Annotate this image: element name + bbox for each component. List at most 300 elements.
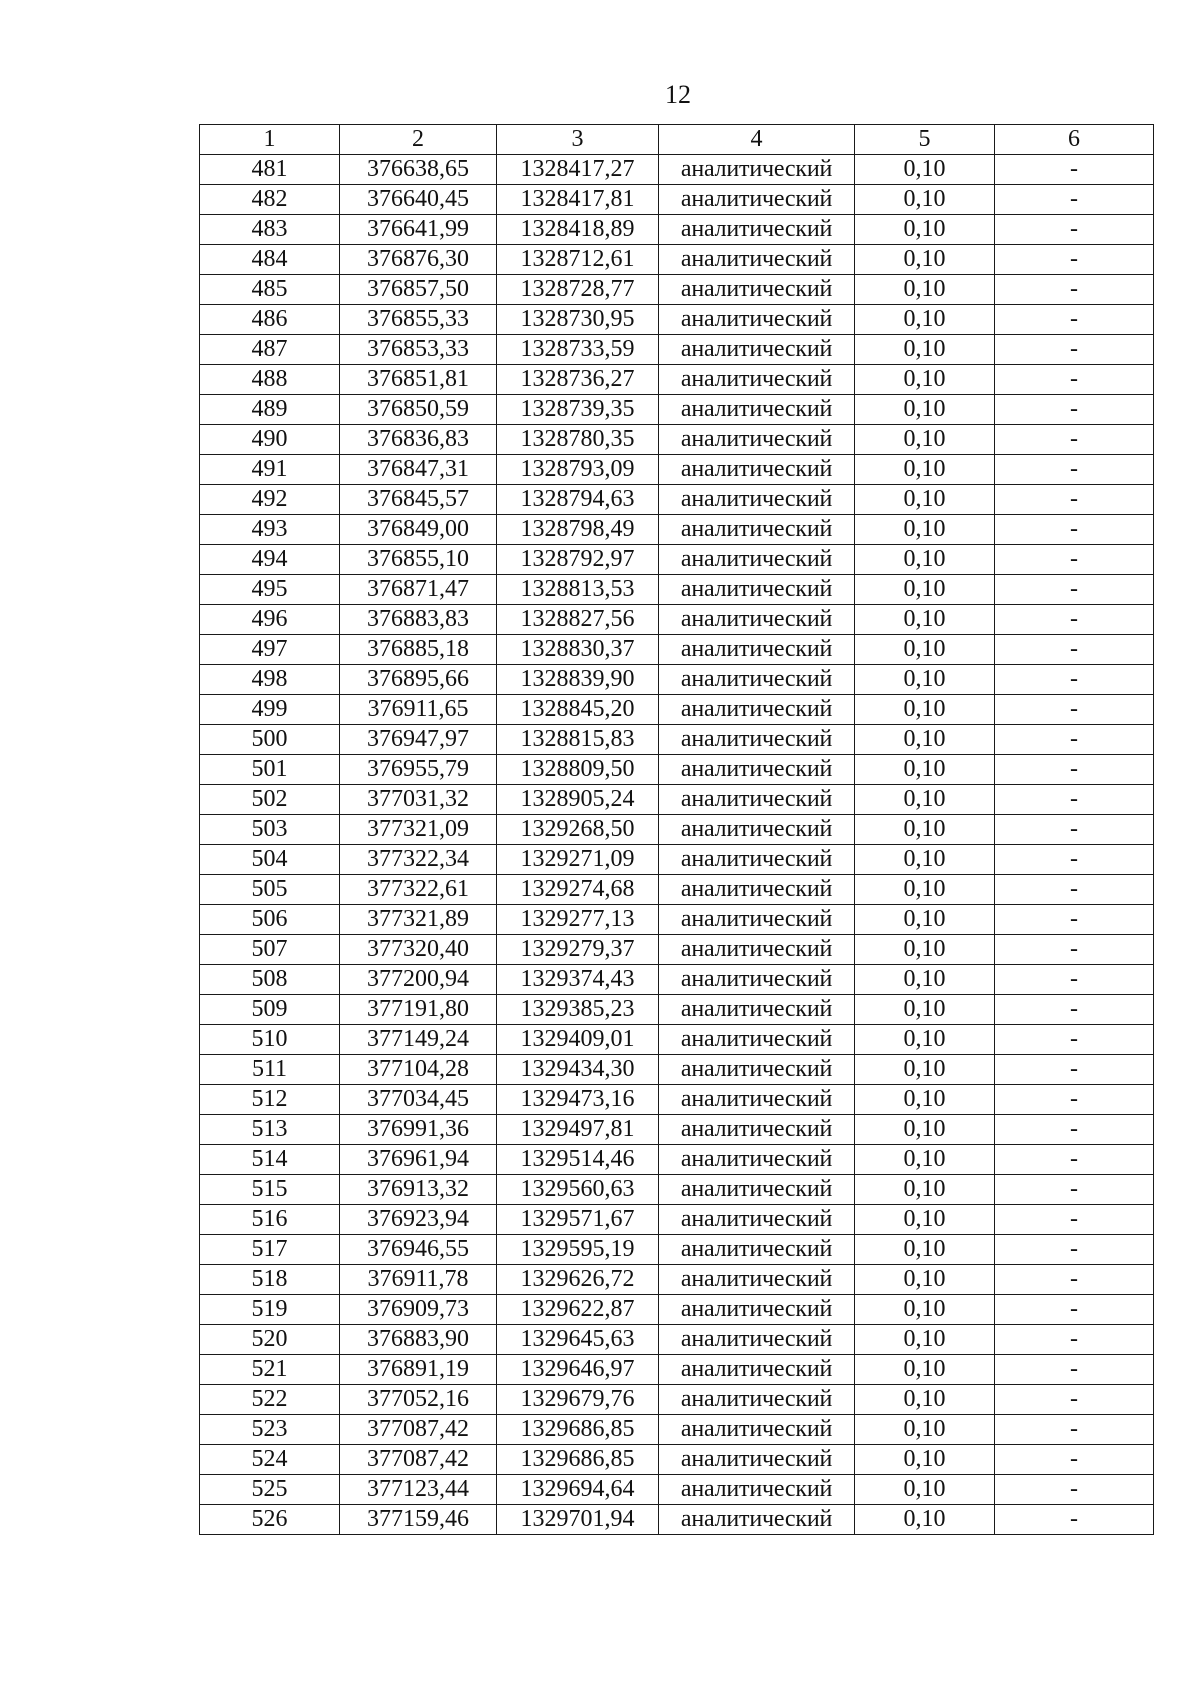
x-coordinate-cell: 376895,66 xyxy=(340,665,497,695)
note-cell: - xyxy=(995,1415,1154,1445)
y-coordinate-cell: 1329385,23 xyxy=(497,995,659,1025)
table-row xyxy=(200,995,1154,1025)
x-coordinate-cell: 376857,50 xyxy=(340,275,497,305)
note-cell: - xyxy=(995,1505,1154,1535)
method-cell: аналитический xyxy=(659,485,855,515)
note-cell: - xyxy=(995,155,1154,185)
table-row xyxy=(200,785,1154,815)
table-row xyxy=(200,305,1154,335)
accuracy-cell: 0,10 xyxy=(855,425,995,455)
method-cell: аналитический xyxy=(659,635,855,665)
x-coordinate-cell: 377123,44 xyxy=(340,1475,497,1505)
table-row xyxy=(200,1475,1154,1505)
point-number-cell: 522 xyxy=(200,1385,340,1415)
point-number-cell: 484 xyxy=(200,245,340,275)
method-cell: аналитический xyxy=(659,335,855,365)
note-cell: - xyxy=(995,485,1154,515)
method-cell: аналитический xyxy=(659,995,855,1025)
point-number-cell: 497 xyxy=(200,635,340,665)
y-coordinate-cell: 1328712,61 xyxy=(497,245,659,275)
point-number-cell: 512 xyxy=(200,1085,340,1115)
method-cell: аналитический xyxy=(659,1475,855,1505)
point-number-cell: 499 xyxy=(200,695,340,725)
accuracy-cell: 0,10 xyxy=(855,185,995,215)
point-number-cell: 507 xyxy=(200,935,340,965)
note-cell: - xyxy=(995,845,1154,875)
x-coordinate-cell: 377159,46 xyxy=(340,1505,497,1535)
method-cell: аналитический xyxy=(659,1235,855,1265)
accuracy-cell: 0,10 xyxy=(855,395,995,425)
table-row xyxy=(200,1055,1154,1085)
accuracy-cell: 0,10 xyxy=(855,725,995,755)
column-header-4: 4 xyxy=(659,125,855,155)
point-number-cell: 502 xyxy=(200,785,340,815)
note-cell: - xyxy=(995,1145,1154,1175)
x-coordinate-cell: 376946,55 xyxy=(340,1235,497,1265)
point-number-cell: 515 xyxy=(200,1175,340,1205)
point-number-cell: 506 xyxy=(200,905,340,935)
table-row xyxy=(200,635,1154,665)
column-header-1: 1 xyxy=(200,125,340,155)
table-row xyxy=(200,875,1154,905)
method-cell: аналитический xyxy=(659,365,855,395)
point-number-cell: 511 xyxy=(200,1055,340,1085)
x-coordinate-cell: 377104,28 xyxy=(340,1055,497,1085)
note-cell: - xyxy=(995,1205,1154,1235)
note-cell: - xyxy=(995,995,1154,1025)
point-number-cell: 520 xyxy=(200,1325,340,1355)
y-coordinate-cell: 1328845,20 xyxy=(497,695,659,725)
accuracy-cell: 0,10 xyxy=(855,1355,995,1385)
x-coordinate-cell: 377200,94 xyxy=(340,965,497,995)
accuracy-cell: 0,10 xyxy=(855,1415,995,1445)
x-coordinate-cell: 377087,42 xyxy=(340,1415,497,1445)
accuracy-cell: 0,10 xyxy=(855,1475,995,1505)
table-row xyxy=(200,1115,1154,1145)
x-coordinate-cell: 377322,34 xyxy=(340,845,497,875)
accuracy-cell: 0,10 xyxy=(855,695,995,725)
accuracy-cell: 0,10 xyxy=(855,935,995,965)
y-coordinate-cell: 1329694,64 xyxy=(497,1475,659,1505)
point-number-cell: 490 xyxy=(200,425,340,455)
note-cell: - xyxy=(995,365,1154,395)
note-cell: - xyxy=(995,305,1154,335)
accuracy-cell: 0,10 xyxy=(855,815,995,845)
y-coordinate-cell: 1329409,01 xyxy=(497,1025,659,1055)
y-coordinate-cell: 1329277,13 xyxy=(497,905,659,935)
method-cell: аналитический xyxy=(659,1265,855,1295)
table-row xyxy=(200,245,1154,275)
header-row xyxy=(200,125,1154,155)
point-number-cell: 489 xyxy=(200,395,340,425)
table-row xyxy=(200,425,1154,455)
y-coordinate-cell: 1328813,53 xyxy=(497,575,659,605)
x-coordinate-cell: 376955,79 xyxy=(340,755,497,785)
accuracy-cell: 0,10 xyxy=(855,1205,995,1235)
y-coordinate-cell: 1328830,37 xyxy=(497,635,659,665)
table-row xyxy=(200,725,1154,755)
method-cell: аналитический xyxy=(659,275,855,305)
y-coordinate-cell: 1329374,43 xyxy=(497,965,659,995)
y-coordinate-cell: 1329701,94 xyxy=(497,1505,659,1535)
point-number-cell: 524 xyxy=(200,1445,340,1475)
accuracy-cell: 0,10 xyxy=(855,1295,995,1325)
table-body xyxy=(200,155,1154,1535)
method-cell: аналитический xyxy=(659,1415,855,1445)
y-coordinate-cell: 1328739,35 xyxy=(497,395,659,425)
point-number-cell: 501 xyxy=(200,755,340,785)
point-number-cell: 494 xyxy=(200,545,340,575)
table-row xyxy=(200,1445,1154,1475)
x-coordinate-cell: 376855,33 xyxy=(340,305,497,335)
x-coordinate-cell: 376876,30 xyxy=(340,245,497,275)
note-cell: - xyxy=(995,725,1154,755)
point-number-cell: 486 xyxy=(200,305,340,335)
table-row xyxy=(200,365,1154,395)
table-row xyxy=(200,575,1154,605)
point-number-cell: 500 xyxy=(200,725,340,755)
point-number-cell: 492 xyxy=(200,485,340,515)
table-row xyxy=(200,1175,1154,1205)
table-row xyxy=(200,1325,1154,1355)
y-coordinate-cell: 1329434,30 xyxy=(497,1055,659,1085)
note-cell: - xyxy=(995,1355,1154,1385)
accuracy-cell: 0,10 xyxy=(855,1505,995,1535)
table-row xyxy=(200,665,1154,695)
point-number-cell: 493 xyxy=(200,515,340,545)
note-cell: - xyxy=(995,1175,1154,1205)
point-number-cell: 496 xyxy=(200,605,340,635)
note-cell: - xyxy=(995,455,1154,485)
x-coordinate-cell: 376853,33 xyxy=(340,335,497,365)
point-number-cell: 503 xyxy=(200,815,340,845)
method-cell: аналитический xyxy=(659,935,855,965)
point-number-cell: 495 xyxy=(200,575,340,605)
note-cell: - xyxy=(995,1115,1154,1145)
accuracy-cell: 0,10 xyxy=(855,1055,995,1085)
table-row xyxy=(200,335,1154,365)
note-cell: - xyxy=(995,185,1154,215)
note-cell: - xyxy=(995,1385,1154,1415)
x-coordinate-cell: 377320,40 xyxy=(340,935,497,965)
accuracy-cell: 0,10 xyxy=(855,335,995,365)
note-cell: - xyxy=(995,905,1154,935)
table-row xyxy=(200,1505,1154,1535)
table-row xyxy=(200,215,1154,245)
table-row xyxy=(200,1415,1154,1445)
note-cell: - xyxy=(995,1325,1154,1355)
y-coordinate-cell: 1328728,77 xyxy=(497,275,659,305)
method-cell: аналитический xyxy=(659,215,855,245)
method-cell: аналитический xyxy=(659,425,855,455)
note-cell: - xyxy=(995,935,1154,965)
y-coordinate-cell: 1329679,76 xyxy=(497,1385,659,1415)
note-cell: - xyxy=(995,1025,1154,1055)
y-coordinate-cell: 1328417,81 xyxy=(497,185,659,215)
x-coordinate-cell: 376885,18 xyxy=(340,635,497,665)
accuracy-cell: 0,10 xyxy=(855,605,995,635)
method-cell: аналитический xyxy=(659,875,855,905)
y-coordinate-cell: 1328780,35 xyxy=(497,425,659,455)
method-cell: аналитический xyxy=(659,1025,855,1055)
accuracy-cell: 0,10 xyxy=(855,875,995,905)
method-cell: аналитический xyxy=(659,1385,855,1415)
note-cell: - xyxy=(995,1295,1154,1325)
table-row xyxy=(200,455,1154,485)
y-coordinate-cell: 1329268,50 xyxy=(497,815,659,845)
y-coordinate-cell: 1328839,90 xyxy=(497,665,659,695)
y-coordinate-cell: 1328815,83 xyxy=(497,725,659,755)
point-number-cell: 487 xyxy=(200,335,340,365)
accuracy-cell: 0,10 xyxy=(855,1145,995,1175)
method-cell: аналитический xyxy=(659,755,855,785)
table-row xyxy=(200,275,1154,305)
accuracy-cell: 0,10 xyxy=(855,755,995,785)
table-row xyxy=(200,155,1154,185)
x-coordinate-cell: 377052,16 xyxy=(340,1385,497,1415)
page-number: 12 xyxy=(665,80,691,109)
x-coordinate-cell: 376911,65 xyxy=(340,695,497,725)
accuracy-cell: 0,10 xyxy=(855,575,995,605)
note-cell: - xyxy=(995,335,1154,365)
method-cell: аналитический xyxy=(659,1085,855,1115)
point-number-cell: 508 xyxy=(200,965,340,995)
method-cell: аналитический xyxy=(659,155,855,185)
table-row xyxy=(200,1295,1154,1325)
point-number-cell: 504 xyxy=(200,845,340,875)
table-row xyxy=(200,1265,1154,1295)
method-cell: аналитический xyxy=(659,905,855,935)
x-coordinate-cell: 377322,61 xyxy=(340,875,497,905)
note-cell: - xyxy=(995,665,1154,695)
accuracy-cell: 0,10 xyxy=(855,995,995,1025)
table-row xyxy=(200,1085,1154,1115)
point-number-cell: 481 xyxy=(200,155,340,185)
x-coordinate-cell: 377321,89 xyxy=(340,905,497,935)
point-number-cell: 498 xyxy=(200,665,340,695)
note-cell: - xyxy=(995,1445,1154,1475)
method-cell: аналитический xyxy=(659,1205,855,1235)
point-number-cell: 513 xyxy=(200,1115,340,1145)
note-cell: - xyxy=(995,755,1154,785)
note-cell: - xyxy=(995,545,1154,575)
table-header xyxy=(200,125,1154,155)
y-coordinate-cell: 1329560,63 xyxy=(497,1175,659,1205)
accuracy-cell: 0,10 xyxy=(855,545,995,575)
accuracy-cell: 0,10 xyxy=(855,1025,995,1055)
y-coordinate-cell: 1329279,37 xyxy=(497,935,659,965)
accuracy-cell: 0,10 xyxy=(855,635,995,665)
y-coordinate-cell: 1329514,46 xyxy=(497,1145,659,1175)
table-row xyxy=(200,1235,1154,1265)
note-cell: - xyxy=(995,275,1154,305)
method-cell: аналитический xyxy=(659,695,855,725)
accuracy-cell: 0,10 xyxy=(855,1325,995,1355)
table-row xyxy=(200,395,1154,425)
x-coordinate-cell: 376883,83 xyxy=(340,605,497,635)
point-number-cell: 488 xyxy=(200,365,340,395)
table-row xyxy=(200,185,1154,215)
accuracy-cell: 0,10 xyxy=(855,1085,995,1115)
accuracy-cell: 0,10 xyxy=(855,785,995,815)
x-coordinate-cell: 377087,42 xyxy=(340,1445,497,1475)
table-row xyxy=(200,695,1154,725)
method-cell: аналитический xyxy=(659,785,855,815)
method-cell: аналитический xyxy=(659,1445,855,1475)
x-coordinate-cell: 376947,97 xyxy=(340,725,497,755)
point-number-cell: 514 xyxy=(200,1145,340,1175)
note-cell: - xyxy=(995,395,1154,425)
accuracy-cell: 0,10 xyxy=(855,845,995,875)
accuracy-cell: 0,10 xyxy=(855,275,995,305)
table-row xyxy=(200,605,1154,635)
x-coordinate-cell: 376883,90 xyxy=(340,1325,497,1355)
accuracy-cell: 0,10 xyxy=(855,455,995,485)
y-coordinate-cell: 1328730,95 xyxy=(497,305,659,335)
x-coordinate-cell: 376851,81 xyxy=(340,365,497,395)
y-coordinate-cell: 1328794,63 xyxy=(497,485,659,515)
method-cell: аналитический xyxy=(659,815,855,845)
note-cell: - xyxy=(995,1475,1154,1505)
y-coordinate-cell: 1328809,50 xyxy=(497,755,659,785)
y-coordinate-cell: 1329686,85 xyxy=(497,1445,659,1475)
x-coordinate-cell: 376961,94 xyxy=(340,1145,497,1175)
accuracy-cell: 0,10 xyxy=(855,665,995,695)
accuracy-cell: 0,10 xyxy=(855,1265,995,1295)
x-coordinate-cell: 376850,59 xyxy=(340,395,497,425)
note-cell: - xyxy=(995,635,1154,665)
column-header-2: 2 xyxy=(340,125,497,155)
y-coordinate-cell: 1329595,19 xyxy=(497,1235,659,1265)
x-coordinate-cell: 376849,00 xyxy=(340,515,497,545)
method-cell: аналитический xyxy=(659,665,855,695)
x-coordinate-cell: 376923,94 xyxy=(340,1205,497,1235)
point-number-cell: 491 xyxy=(200,455,340,485)
y-coordinate-cell: 1328418,89 xyxy=(497,215,659,245)
point-number-cell: 510 xyxy=(200,1025,340,1055)
note-cell: - xyxy=(995,215,1154,245)
method-cell: аналитический xyxy=(659,185,855,215)
table-row xyxy=(200,1025,1154,1055)
x-coordinate-cell: 376847,31 xyxy=(340,455,497,485)
table-row xyxy=(200,935,1154,965)
point-number-cell: 525 xyxy=(200,1475,340,1505)
accuracy-cell: 0,10 xyxy=(855,515,995,545)
x-coordinate-cell: 376640,45 xyxy=(340,185,497,215)
accuracy-cell: 0,10 xyxy=(855,245,995,275)
accuracy-cell: 0,10 xyxy=(855,905,995,935)
y-coordinate-cell: 1328417,27 xyxy=(497,155,659,185)
y-coordinate-cell: 1328736,27 xyxy=(497,365,659,395)
x-coordinate-cell: 376911,78 xyxy=(340,1265,497,1295)
accuracy-cell: 0,10 xyxy=(855,965,995,995)
accuracy-cell: 0,10 xyxy=(855,365,995,395)
point-number-cell: 505 xyxy=(200,875,340,905)
y-coordinate-cell: 1329473,16 xyxy=(497,1085,659,1115)
coordinates-table xyxy=(199,124,1154,1535)
point-number-cell: 526 xyxy=(200,1505,340,1535)
x-coordinate-cell: 376638,65 xyxy=(340,155,497,185)
x-coordinate-cell: 376641,99 xyxy=(340,215,497,245)
x-coordinate-cell: 376909,73 xyxy=(340,1295,497,1325)
y-coordinate-cell: 1329646,97 xyxy=(497,1355,659,1385)
table-row xyxy=(200,815,1154,845)
y-coordinate-cell: 1329571,67 xyxy=(497,1205,659,1235)
method-cell: аналитический xyxy=(659,845,855,875)
y-coordinate-cell: 1329645,63 xyxy=(497,1325,659,1355)
x-coordinate-cell: 376871,47 xyxy=(340,575,497,605)
y-coordinate-cell: 1328792,97 xyxy=(497,545,659,575)
accuracy-cell: 0,10 xyxy=(855,1385,995,1415)
column-header-3: 3 xyxy=(497,125,659,155)
accuracy-cell: 0,10 xyxy=(855,1175,995,1205)
point-number-cell: 521 xyxy=(200,1355,340,1385)
note-cell: - xyxy=(995,815,1154,845)
x-coordinate-cell: 377031,32 xyxy=(340,785,497,815)
point-number-cell: 482 xyxy=(200,185,340,215)
x-coordinate-cell: 377149,24 xyxy=(340,1025,497,1055)
accuracy-cell: 0,10 xyxy=(855,1115,995,1145)
y-coordinate-cell: 1328793,09 xyxy=(497,455,659,485)
y-coordinate-cell: 1329497,81 xyxy=(497,1115,659,1145)
note-cell: - xyxy=(995,245,1154,275)
note-cell: - xyxy=(995,695,1154,725)
method-cell: аналитический xyxy=(659,1055,855,1085)
note-cell: - xyxy=(995,785,1154,815)
table-row xyxy=(200,755,1154,785)
column-header-6: 6 xyxy=(995,125,1154,155)
note-cell: - xyxy=(995,1085,1154,1115)
method-cell: аналитический xyxy=(659,395,855,425)
method-cell: аналитический xyxy=(659,1115,855,1145)
point-number-cell: 509 xyxy=(200,995,340,1025)
x-coordinate-cell: 376991,36 xyxy=(340,1115,497,1145)
y-coordinate-cell: 1328733,59 xyxy=(497,335,659,365)
table-row xyxy=(200,905,1154,935)
x-coordinate-cell: 377034,45 xyxy=(340,1085,497,1115)
accuracy-cell: 0,10 xyxy=(855,1235,995,1265)
x-coordinate-cell: 376855,10 xyxy=(340,545,497,575)
table-row xyxy=(200,1145,1154,1175)
note-cell: - xyxy=(995,425,1154,455)
x-coordinate-cell: 376845,57 xyxy=(340,485,497,515)
point-number-cell: 485 xyxy=(200,275,340,305)
method-cell: аналитический xyxy=(659,245,855,275)
note-cell: - xyxy=(995,575,1154,605)
point-number-cell: 516 xyxy=(200,1205,340,1235)
note-cell: - xyxy=(995,875,1154,905)
table-row xyxy=(200,1205,1154,1235)
note-cell: - xyxy=(995,965,1154,995)
table-row xyxy=(200,1385,1154,1415)
y-coordinate-cell: 1329271,09 xyxy=(497,845,659,875)
method-cell: аналитический xyxy=(659,1145,855,1175)
point-number-cell: 519 xyxy=(200,1295,340,1325)
y-coordinate-cell: 1329686,85 xyxy=(497,1415,659,1445)
accuracy-cell: 0,10 xyxy=(855,1445,995,1475)
table-row xyxy=(200,545,1154,575)
method-cell: аналитический xyxy=(659,725,855,755)
point-number-cell: 518 xyxy=(200,1265,340,1295)
y-coordinate-cell: 1329274,68 xyxy=(497,875,659,905)
note-cell: - xyxy=(995,1265,1154,1295)
y-coordinate-cell: 1328905,24 xyxy=(497,785,659,815)
note-cell: - xyxy=(995,1055,1154,1085)
y-coordinate-cell: 1328798,49 xyxy=(497,515,659,545)
method-cell: аналитический xyxy=(659,515,855,545)
table-row xyxy=(200,845,1154,875)
x-coordinate-cell: 377321,09 xyxy=(340,815,497,845)
